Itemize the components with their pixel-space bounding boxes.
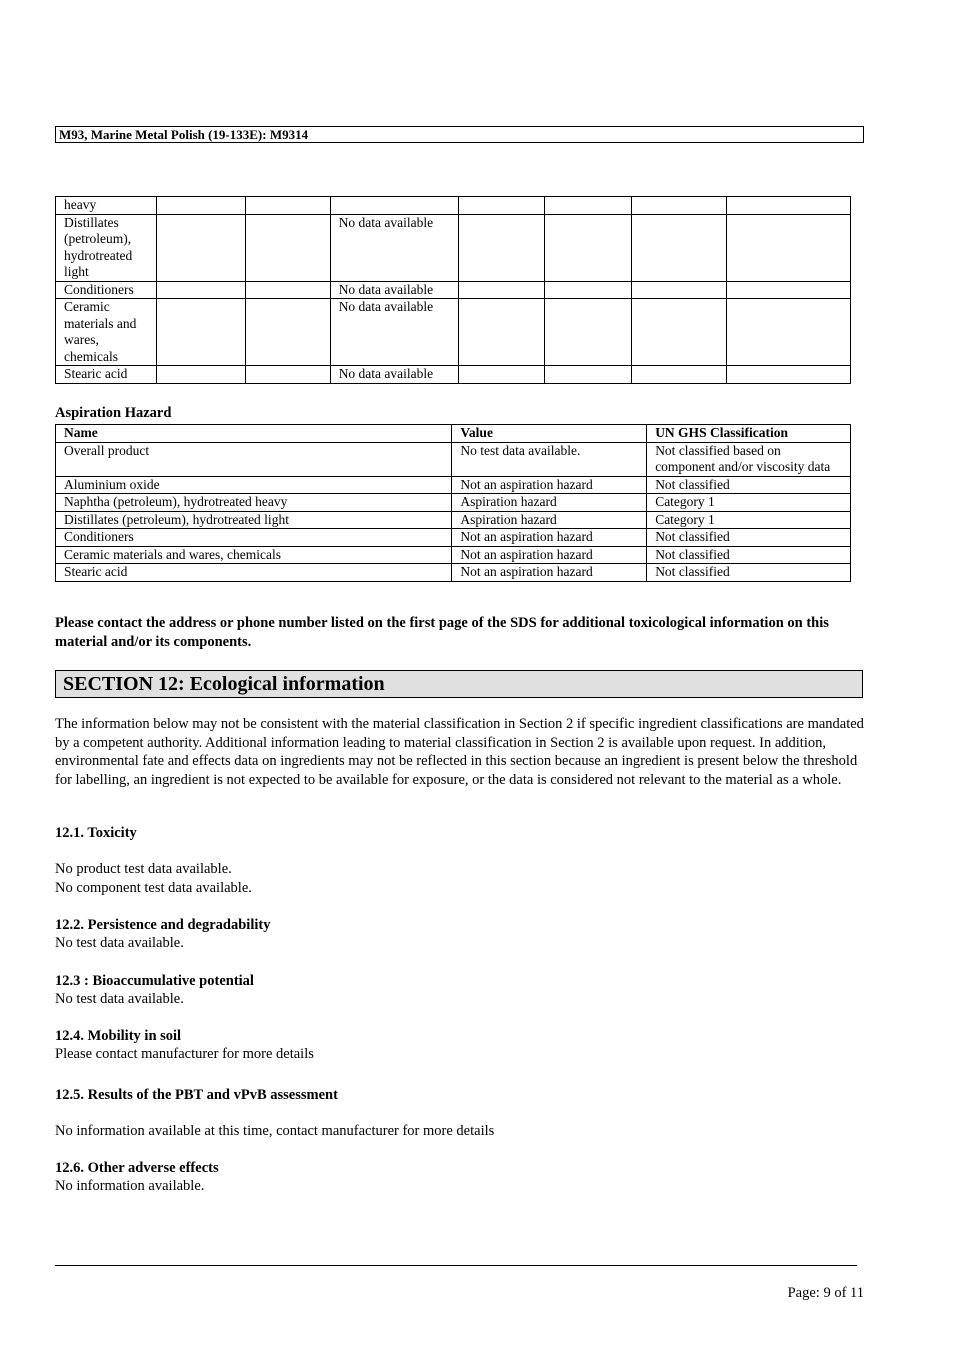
table-cell: [727, 281, 851, 299]
table-cell: Ceramic materials and wares, chemicals: [56, 299, 157, 366]
table-cell: Aspiration hazard: [452, 511, 647, 529]
section-12-title: SECTION 12: Ecological information: [55, 670, 863, 698]
table-cell: [632, 366, 727, 384]
persistence-text: No test data available.: [55, 935, 184, 951]
table-cell: Naphtha (petroleum), hydrotreated heavy: [56, 494, 452, 512]
table-cell: No data available: [330, 366, 458, 384]
table-cell: [545, 197, 632, 215]
table-cell: Not an aspiration hazard: [452, 476, 647, 494]
table-cell: Not an aspiration hazard: [452, 546, 647, 564]
table-cell: [245, 299, 330, 366]
table-cell: [458, 366, 545, 384]
table-row: [56, 546, 851, 564]
toxicity-continuation-table: [55, 196, 851, 384]
page-number: Page: 9 of 11: [787, 1285, 864, 1301]
table-row: [56, 511, 851, 529]
pbt-text: No information available at this time, contact manufacturer for more details: [55, 1123, 495, 1139]
table-cell: [156, 197, 245, 215]
table-cell: Aluminium oxide: [56, 476, 452, 494]
table-cell: [156, 281, 245, 299]
toxicity-heading: 12.1. Toxicity: [55, 825, 137, 841]
toxicity-line-2: No component test data available.: [55, 880, 252, 896]
table-row: [56, 197, 851, 215]
table-cell: No data available: [330, 281, 458, 299]
table-cell: Not an aspiration hazard: [452, 564, 647, 582]
table-cell: [727, 366, 851, 384]
column-header-value: Value: [452, 425, 647, 443]
table-cell: [632, 214, 727, 281]
table-cell: [727, 197, 851, 215]
table-cell: Category 1: [647, 494, 851, 512]
table-cell: Not classified based on component and/or viscosity data: [647, 442, 851, 476]
table-row: [56, 299, 851, 366]
table-cell: [545, 299, 632, 366]
table-cell: [245, 366, 330, 384]
table-cell: Not an aspiration hazard: [452, 529, 647, 547]
table-cell: [545, 366, 632, 384]
table-cell: Ceramic materials and wares, chemicals: [56, 546, 452, 564]
table-row: [56, 564, 851, 582]
table-cell: [245, 281, 330, 299]
table-cell: No test data available.: [452, 442, 647, 476]
pbt-heading: 12.5. Results of the PBT and vPvB assessment: [55, 1087, 338, 1103]
table-cell: Not classified: [647, 476, 851, 494]
document-header-title: M93, Marine Metal Polish (19-133E): M9314: [55, 126, 864, 143]
table-cell: heavy: [56, 197, 157, 215]
section-12-intro: The information below may not be consistent with the material classification in Section 2 if specific ingredient classifications are mandated by a competent authority. Additional information leading to material classification in Section 2 is available upon request. In addition, environmental fate and effects data on ingredients may not be reflected in this section because an ingredient is present below the threshold for labelling, an ingredient is not expected to be available for exposure, or the data is considered not relevant to the material as a whole.: [55, 716, 864, 788]
mobility-heading: 12.4. Mobility in soil: [55, 1028, 182, 1044]
table-row: [56, 529, 851, 547]
table-cell: [727, 214, 851, 281]
aspiration-hazard-table: [55, 424, 851, 582]
table-cell: Not classified: [647, 546, 851, 564]
contact-note: Please contact the address or phone number listed on the first page of the SDS for additional toxicological information on this material and/or its components.: [55, 615, 829, 650]
table-cell: [458, 214, 545, 281]
table-cell: [156, 214, 245, 281]
bioaccumulative-heading: 12.3 : Bioaccumulative potential: [55, 973, 254, 989]
table-cell: [458, 197, 545, 215]
table-cell: Distillates (petroleum), hydrotreated light: [56, 511, 452, 529]
table-row: [56, 281, 851, 299]
table-cell: [330, 197, 458, 215]
footer-divider: [55, 1265, 857, 1266]
table-row: [56, 494, 851, 512]
table-cell: Conditioners: [56, 281, 157, 299]
table-cell: Category 1: [647, 511, 851, 529]
table-cell: No data available: [330, 214, 458, 281]
table-header-row: [56, 425, 851, 443]
table-cell: Aspiration hazard: [452, 494, 647, 512]
aspiration-hazard-title: Aspiration Hazard: [55, 405, 172, 421]
table-cell: No data available: [330, 299, 458, 366]
other-effects-heading: 12.6. Other adverse effects: [55, 1160, 219, 1176]
table-cell: Conditioners: [56, 529, 452, 547]
table-cell: Overall product: [56, 442, 452, 476]
table-row: [56, 214, 851, 281]
table-cell: [245, 197, 330, 215]
toxicity-line-1: No product test data available.: [55, 861, 232, 877]
table-cell: [632, 197, 727, 215]
bioaccumulative-text: No test data available.: [55, 991, 184, 1007]
table-cell: [458, 281, 545, 299]
persistence-heading: 12.2. Persistence and degradability: [55, 917, 271, 933]
column-header-classification: UN GHS Classification: [647, 425, 851, 443]
table-cell: [545, 214, 632, 281]
table-row: [56, 476, 851, 494]
table-cell: Stearic acid: [56, 366, 157, 384]
column-header-name: Name: [56, 425, 452, 443]
table-cell: [245, 214, 330, 281]
other-effects-text: No information available.: [55, 1178, 205, 1194]
mobility-text: Please contact manufacturer for more details: [55, 1046, 314, 1062]
table-cell: Not classified: [647, 529, 851, 547]
table-cell: [632, 281, 727, 299]
table-cell: Not classified: [647, 564, 851, 582]
table-row: [56, 366, 851, 384]
table-cell: [458, 299, 545, 366]
table-cell: [632, 299, 727, 366]
table-cell: [727, 299, 851, 366]
table-cell: [156, 299, 245, 366]
table-cell: Stearic acid: [56, 564, 452, 582]
table-cell: Distillates (petroleum), hydrotreated light: [56, 214, 157, 281]
table-cell: [545, 281, 632, 299]
table-row: [56, 442, 851, 476]
table-cell: [156, 366, 245, 384]
